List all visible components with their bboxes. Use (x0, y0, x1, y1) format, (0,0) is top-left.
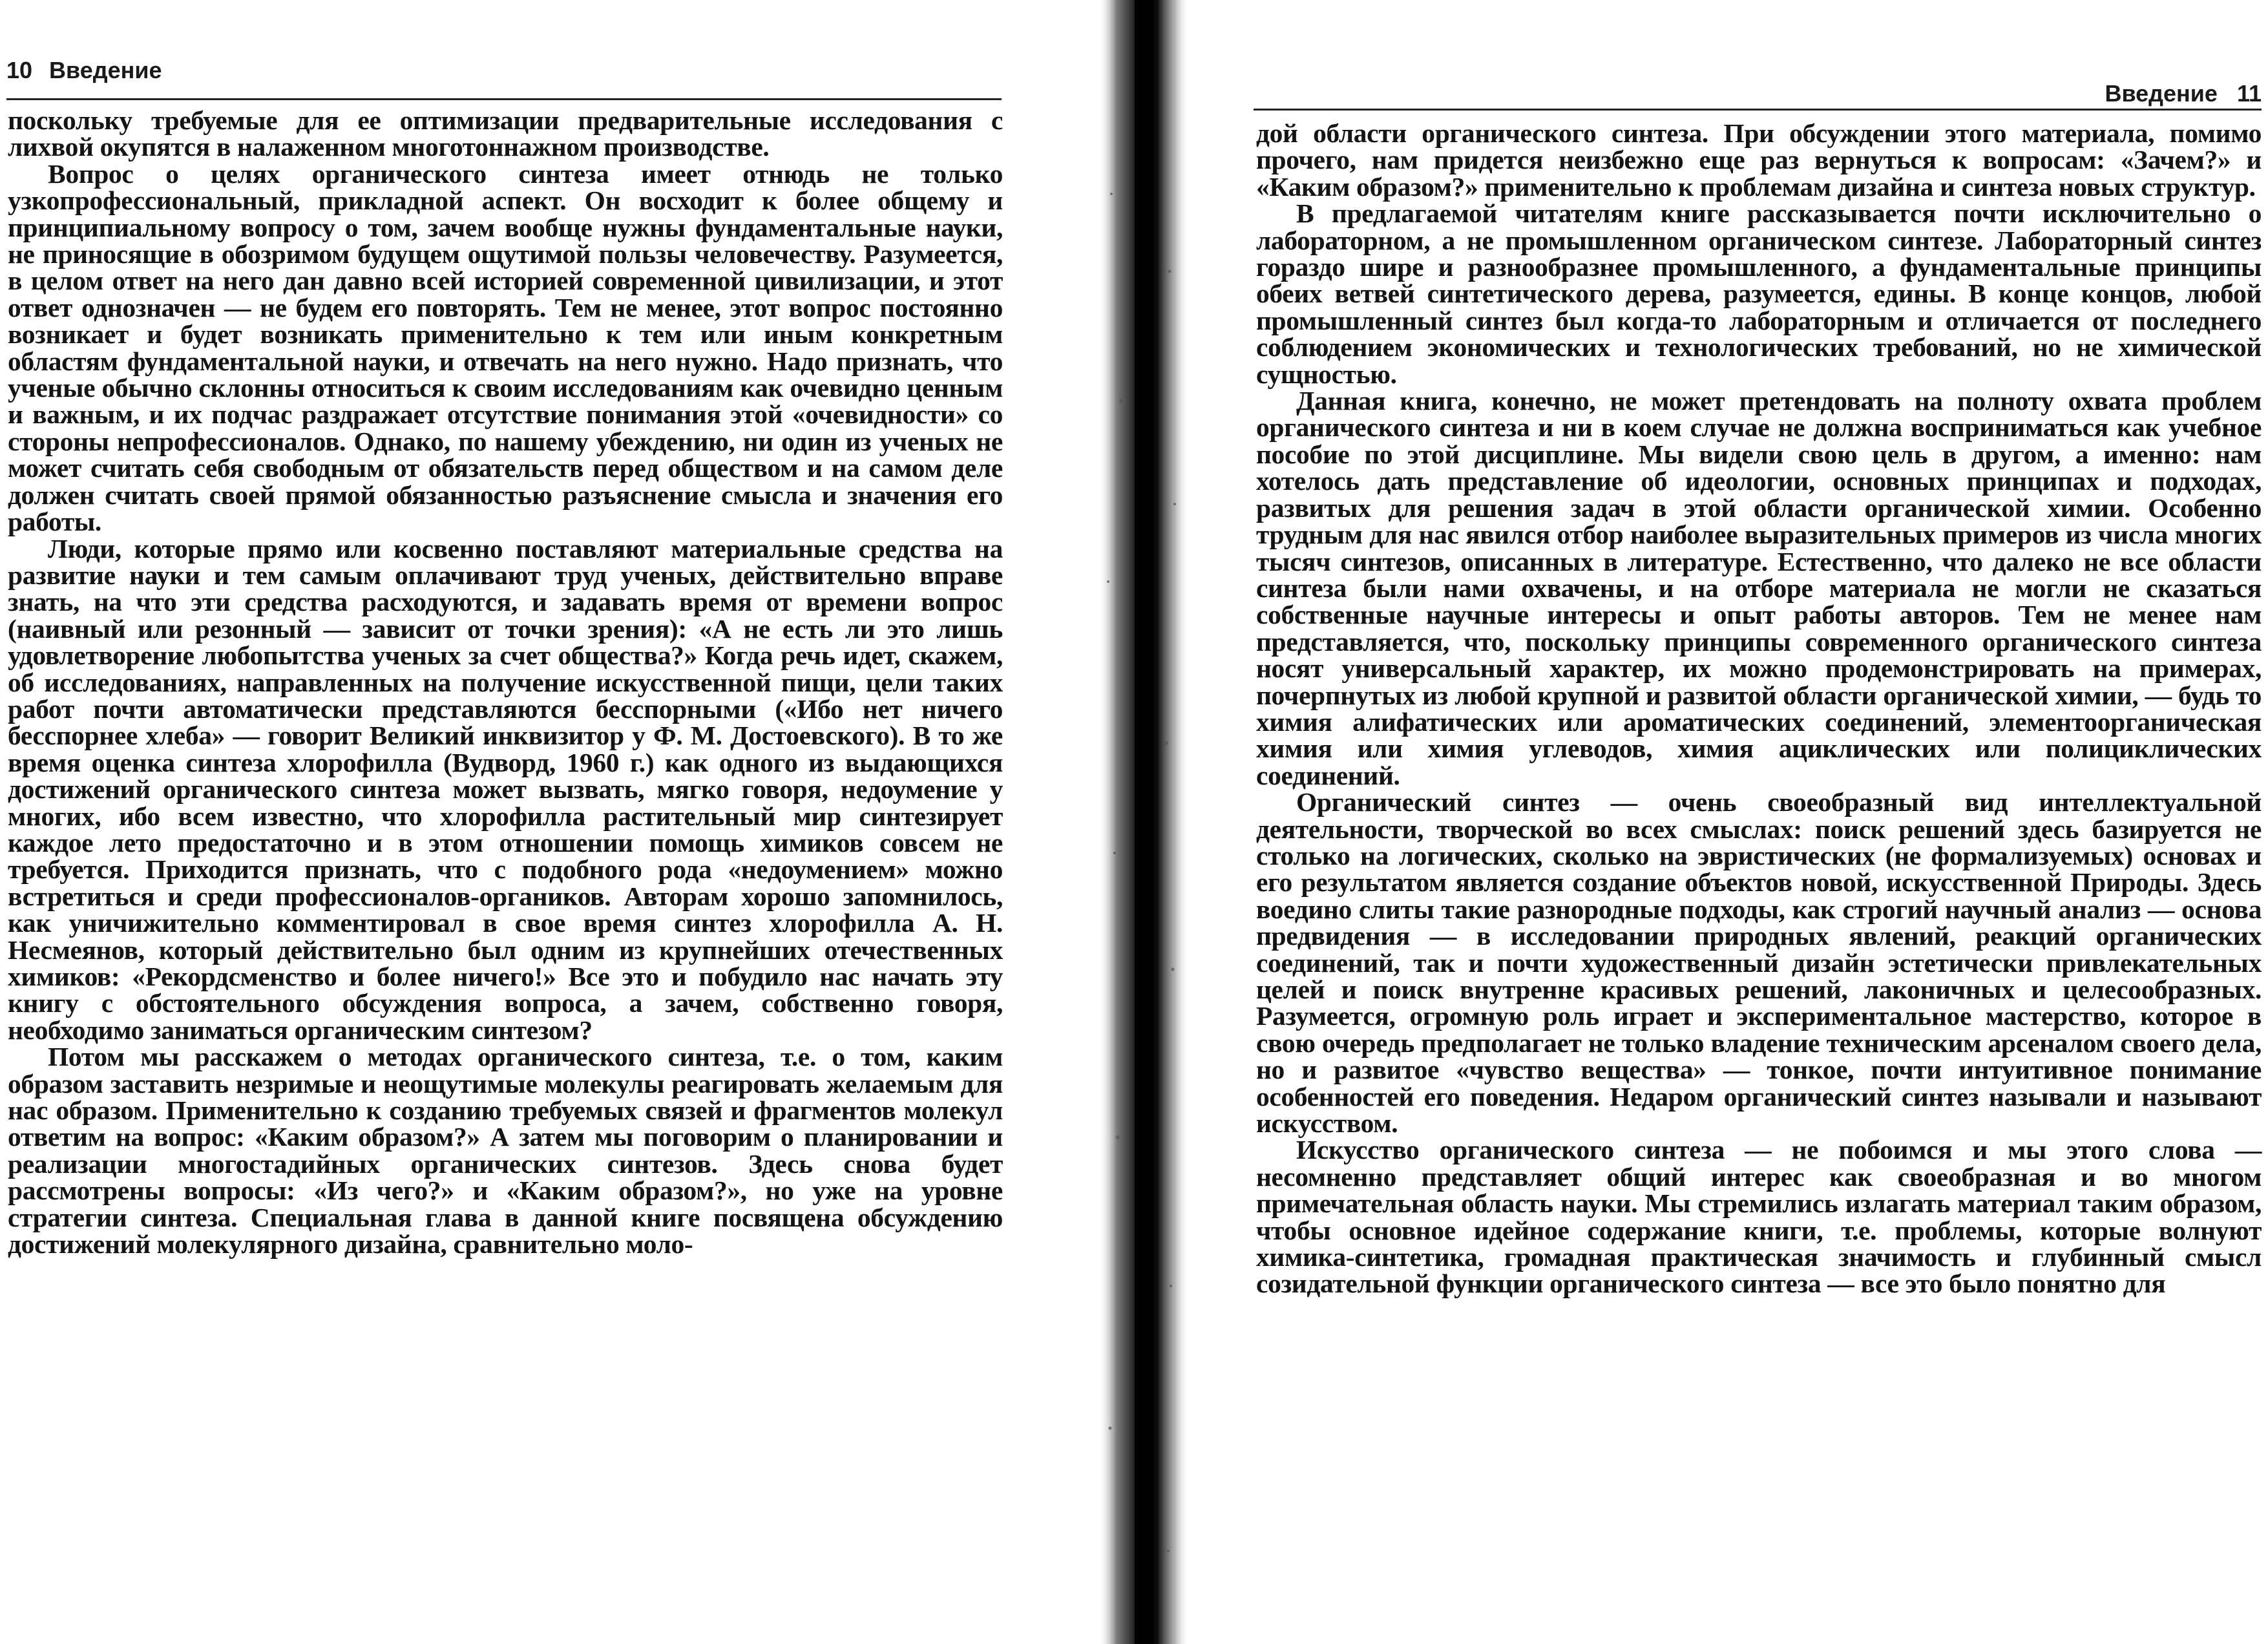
left-paragraph-3: Люди, которые прямо или косвенно поставляют материальные средства на развитие науки и тем самым оплачивают труд ученых, действительно вправе знать, на что эти средства расходуются, и задавать время от времени вопрос (наивный или резонный — зависит от точки зрения): «А не есть ли это лишь удовлетворение любопытства ученых за счет общества?» Когда речь идет, скажем, об исследованиях, направленных на получение искусственной пищи, цели таких работ почти автоматически представляются бесспорными («Ибо нет ничего бесспорнее хлеба» — говорит Великий инквизитор у Ф. М. Достоевского). В то же время оценка синтеза хлорофилла (Вудворд, 1960 г.) как одного из выдающихся достижений органического синтеза может вызвать, мягко говоря, недоумение у многих, ибо всем известно, что хлорофилла растительный мир синтезирует каждое лето предостаточно и в этом отношении помощь химиков совсем не требуется. Приходится признать, что с подобного рода «недоумением» можно встретиться и среди профессионалов-органиков. Авторам хорошо запомнилось, как уничижительно комментировал в свое время синтез хлорофилла А. Н. Несмеянов, который действительно был одним из крупнейших отечественных химиков: «Рекордсменство и более ничего!» Все это и побудило нас начать эту книгу с обстоятельного обсуждения вопроса, а зачем, собственно говоря, необходимо заниматься органическим синтезом? (8, 533, 1003, 1045)
book-spine-shadow (1098, 0, 1189, 1644)
left-header-title: Введение (49, 57, 162, 83)
left-body-text (8, 107, 1003, 1258)
right-body-text (1256, 120, 2262, 1298)
left-paragraph-1: поскольку требуемые для ее оптимизации предварительные исследования с лихвой окупятся в налаженном многотоннажном производстве. (8, 105, 1003, 162)
left-paragraph-2: Вопрос о целях органического синтеза имеет отнюдь не только узкопрофессиональный, прикладной аспект. Он восходит к более общему и принципиальному вопросу о том, зачем вообще нужны фундаментальные науки, не приносящие в обозримом будущем ощутимой пользы человечеству. Разумеется, в целом ответ на него дан давно всей историей современной цивилизации, и этот ответ однозначен — не будем его повторять. Тем не менее, этот вопрос постоянно возникает и будет возникать применительно к тем или иным конкретным областям фундаментальной науки, и отвечать на него нужно. Надо признать, что ученые обычно склонны относиться к своим исследованиям как очевидно ценным и важным, и их подчас раздражает отсутствие понимания этой «очевидности» со стороны непрофессионалов. Однако, по нашему убеждению, ни один из ученых не может считать себя свободным от обязательств перед обществом и на самом деле должен считать своей прямой обязанностью разъяснение смысла и значения его работы. (8, 158, 1003, 537)
left-page (0, 0, 1098, 1644)
right-paragraph-2: В предлагаемой читателям книге рассказывается почти исключительно о лабораторном, а не промышленном органическом синтезе. Лабораторный синтез гораздо шире и разнообразнее промышленного, а фундаментальные принципы обеих ветвей синтетического дерева, разумеется, едины. В конце концов, любой промышленный синтез был когда-то лабораторным и отличается от последнего соблюдением экономических и технологических требований, но не химической сущностью. (1256, 198, 2262, 389)
left-running-head (6, 57, 162, 84)
right-header-title: Введение (2105, 80, 2218, 107)
right-page (1189, 0, 2268, 1644)
right-header-rule (1254, 109, 2262, 111)
right-paragraph-5: Искусство органического синтеза — не побоимся и мы этого слова — несомненно представляет общий интерес как своеобразная и во многом примечательная область науки. Мы стремились излагать материал таким образом, чтобы основное идейное содержание книги, т.е. проблемы, которые волнуют химика-синтетика, громадная практическая значимость и глубинный смысл созидательной функции органического синтеза — все это было понятно для (1256, 1135, 2262, 1299)
left-paragraph-4: Потом мы расскажем о методах органического синтеза, т.е. о том, каким образом заставить незримые и неощутимые молекулы реагировать желаемым для нас образом. Применительно к созданию требуемых связей и фрагментов молекул ответим на вопрос: «Каким образом?» А затем мы поговорим о планировании и реализации многостадийных органических синтезов. Здесь снова будет рассмотрены вопросы: «Из чего?» и «Каким образом?», но уже на уровне стратегии синтеза. Специальная глава в данной книге посвящена обсуждению достижений молекулярного дизайна, сравнительно моло- (8, 1042, 1003, 1259)
left-page-number: 10 (6, 57, 33, 83)
right-page-number: 11 (2236, 80, 2262, 107)
right-paragraph-4: Органический синтез — очень своеобразный вид интеллектуальной деятельности, творческой во всех смыслах: поиск решений здесь базируется не столько на логических, сколько на эвристических (не формализуемых) основах и его результатом является создание объектов новой, искусственной Природы. Здесь воедино слиты такие разнородные подходы, как строгий научный анализ — основа предвидения — в исследовании природных явлений, реакций органических соединений, так и почти художественный дизайн эстетически привлекательных целей и поиск внутренне красивых решений, лаконичных и целесообразных. Разумеется, огромную роль играет и экспериментальное мастерство, которое в свою очередь предполагает не только владение техническим арсеналом своего дела, но и развитое «чувство вещества» — тонкое, почти интуитивное понимание особенностей его поведения. Недаром органический синтез называли и называют искусством. (1256, 787, 2262, 1139)
right-running-head (2105, 80, 2262, 107)
left-header-rule (6, 98, 1002, 100)
right-paragraph-1: дой области органического синтеза. При обсуждении этого материала, помимо прочего, нам придется неизбежно еще раз вернуться к вопросам: «Зачем?» и «Каким образом?» применительно к проблемам дизайна и синтеза новых структур. (1256, 118, 2262, 202)
right-paragraph-3: Данная книга, конечно, не может претендовать на полноту охвата проблем органического синтеза и ни в коем случае не должна восприниматься как учебное пособие по этой дисциплине. Мы видели свою цель в другом, а именно: нам хотелось дать представление об идеологии, основных принципах и подходах, развитых для решения задач в этой области органической химии. Особенно трудным для нас явился отбор наиболее выразительных примеров из числа многих тысяч синтезов, описанных в литературе. Естественно, что далеко не все области синтеза были нами охвачены, и на отборе материала не могли не сказаться собственные научные интересы и опыт работы авторов. Тем не менее нам представляется, что, поскольку принципы современного органического синтеза носят универсальный характер, их можно продемонстрировать на примерах, почерпнутых из любой крупной и развитой области органической химии, — будь то химия алифатических или ароматических соединений, элементоорганическая химия или химия углеводов, химия ациклических или полициклических соединений. (1256, 386, 2262, 790)
